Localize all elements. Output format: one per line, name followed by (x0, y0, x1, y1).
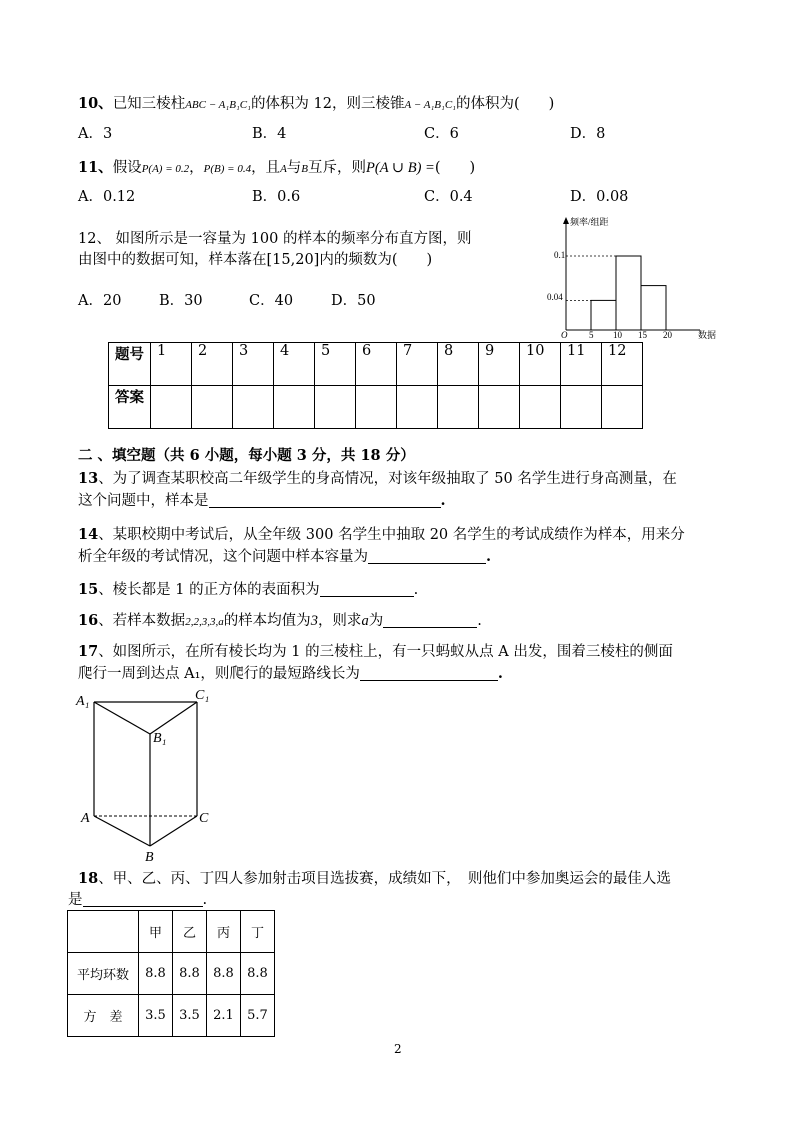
q11-option-a: A．0.12 (78, 189, 136, 205)
q12-option-c: C．40 (249, 293, 294, 309)
edge-c1-b1 (150, 702, 197, 734)
frequency-histogram (540, 214, 722, 342)
q11-option-d: D．0.08 (570, 189, 629, 205)
q10-option-d: D．8 (570, 126, 606, 142)
answer-cell[interactable] (438, 386, 479, 429)
q13-answer-blank[interactable] (209, 492, 441, 508)
table-cell: 2 (192, 343, 233, 386)
q11-option-c: C．0.4 (424, 189, 473, 205)
question-14-line1: 14、某职校期中考试后，从全年级 300 名学生中抽取 20 名学生的考试成绩作为样本，用来分 (78, 526, 685, 543)
answer-cell[interactable] (274, 386, 315, 429)
table-cell: 8.8 (241, 953, 275, 995)
table-cell: 8.8 (207, 953, 241, 995)
table-cell: 9 (479, 343, 520, 386)
table-cell: 3 (233, 343, 274, 386)
table-header-jia: 甲 (139, 911, 173, 953)
table-cell (68, 911, 139, 953)
q15-answer-blank[interactable] (320, 581, 414, 597)
label-a: A (81, 811, 90, 826)
question-13-line2: 这个问题中，样本是 . (78, 492, 446, 509)
table-header-yi: 乙 (173, 911, 207, 953)
q10-option-c: C．6 (424, 126, 459, 142)
histogram-bars (591, 256, 666, 330)
question-18-line2: 是 . (68, 892, 208, 908)
q12-option-d: D．50 (331, 293, 376, 309)
answer-cell[interactable] (602, 386, 643, 429)
table-cell: 10 (520, 343, 561, 386)
xtick-10: 10 (613, 330, 622, 340)
answer-table-number-row (109, 343, 643, 386)
histogram-bar-[10,15) (616, 256, 641, 330)
table-cell: 8.8 (173, 953, 207, 995)
answer-cell[interactable] (397, 386, 438, 429)
header-answer: 答案 (109, 386, 151, 429)
table-cell: 3.5 (139, 995, 173, 1037)
table-cell: 4 (274, 343, 315, 386)
table-cell: 1 (151, 343, 192, 386)
q18-answer-blank[interactable] (83, 891, 203, 907)
q10-option-a: A．3 (78, 126, 113, 142)
table-cell: 3.5 (173, 995, 207, 1037)
q12-option-a: A．20 (78, 293, 122, 309)
question-17-line2: 爬行一周到达点 A₁，则爬行的最短路线长为 . (78, 665, 503, 682)
section-2-title: 二 、填空题（共 6 小题，每小题 3 分，共 18 分） (78, 447, 415, 464)
row-label-average: 平均环数 (68, 953, 139, 995)
answer-cell[interactable] (479, 386, 520, 429)
answer-cell[interactable] (192, 386, 233, 429)
question-12-line2: 由图中的数据可知，样本落在[15,20]内的频数为( ) (78, 252, 433, 268)
answer-cell[interactable] (233, 386, 274, 429)
table-cell: 6 (356, 343, 397, 386)
answer-cell[interactable] (561, 386, 602, 429)
x-axis-label: 数据 (698, 330, 717, 340)
q16-answer-blank[interactable] (383, 612, 477, 628)
table-cell: 5 (315, 343, 356, 386)
q17-answer-blank[interactable] (360, 665, 498, 681)
table-header-bing: 丙 (207, 911, 241, 953)
question-16: 16、若样本数据2,2,3,3,a的样本均值为3，则求a为 . (78, 612, 482, 629)
xtick-20: 20 (663, 330, 672, 340)
y-axis-arrow-icon (563, 217, 569, 224)
table-header-row (68, 911, 275, 953)
answer-table-answer-row (109, 386, 643, 429)
answer-cell[interactable] (356, 386, 397, 429)
question-14-line2: 析全年级的考试情况，这个问题中样本容量为 . (78, 548, 492, 565)
table-cell: 5.7 (241, 995, 275, 1037)
header-question-number: 题号 (109, 343, 151, 386)
table-cell: 12 (602, 343, 643, 386)
edge-a1-b1 (94, 702, 150, 734)
label-b1: B₁ (153, 731, 167, 746)
ytick-label-0.1: 0.1 (554, 250, 566, 260)
question-15: 15、棱长都是 1 的正方体的表面积为 . (78, 581, 419, 598)
xtick-5: 5 (589, 330, 594, 340)
q10-option-b: B．4 (252, 126, 287, 142)
table-cell: 7 (397, 343, 438, 386)
answer-cell[interactable] (315, 386, 356, 429)
table-cell: 11 (561, 343, 602, 386)
q12-option-b: B．30 (159, 293, 203, 309)
label-c: C (199, 811, 209, 826)
histogram-bar-[15,20] (641, 286, 666, 330)
table-cell: 2.1 (207, 995, 241, 1037)
question-17-line1: 17、如图所示，在所有棱长均为 1 的三棱柱上，有一只蚂蚁从点 A 出发，围着三棱柱的侧面 (78, 643, 673, 660)
shooting-score-table (67, 910, 275, 1037)
question-13-line1: 13、为了调查某职校高二年级学生的身高情况，对该年级抽取了 50 名学生进行身高测量，在 (78, 470, 677, 487)
label-c1: C₁ (195, 688, 210, 703)
q14-answer-blank[interactable] (368, 548, 486, 564)
row-label-variance: 方 差 (68, 995, 139, 1037)
answer-table (108, 342, 643, 429)
y-axis-label: 频率/组距 (570, 217, 609, 227)
answer-cell[interactable] (151, 386, 192, 429)
table-row (68, 953, 275, 995)
histogram-bar-[5,10) (591, 300, 616, 330)
q11-option-b: B．0.6 (252, 189, 301, 205)
table-cell: 8 (438, 343, 479, 386)
question-11: 11、假设P(A) = 0.2，P(B) = 0.4，且A与B互斥，则P(A ∪ B) =( ) (78, 159, 476, 176)
question-18-line1: 18、甲、乙、丙、丁四人参加射击项目选拔赛，成绩如下， 则他们中参加奥运会的最佳人选 (78, 870, 671, 887)
edge-c-b (150, 816, 197, 846)
table-cell: 8.8 (139, 953, 173, 995)
edge-a-b (94, 816, 150, 846)
table-row (68, 995, 275, 1037)
table-header-ding: 丁 (241, 911, 275, 953)
ytick-label-0.04: 0.04 (547, 292, 563, 302)
page-number: 2 (394, 1042, 402, 1056)
question-12-line1: 12、 如图所示是一容量为 100 的样本的频率分布直方图，则 (78, 231, 472, 247)
xtick-origin: O (561, 330, 568, 340)
label-b: B (145, 850, 154, 865)
answer-cell[interactable] (520, 386, 561, 429)
triangular-prism-diagram (70, 684, 230, 866)
xtick-15: 15 (638, 330, 647, 340)
label-a1: A₁ (76, 694, 90, 709)
question-10: 10、已知三棱柱ABC − A₁B₁C₁的体积为 12，则三棱锥A − A₁B₁C₁的体积为( ) (78, 95, 555, 112)
